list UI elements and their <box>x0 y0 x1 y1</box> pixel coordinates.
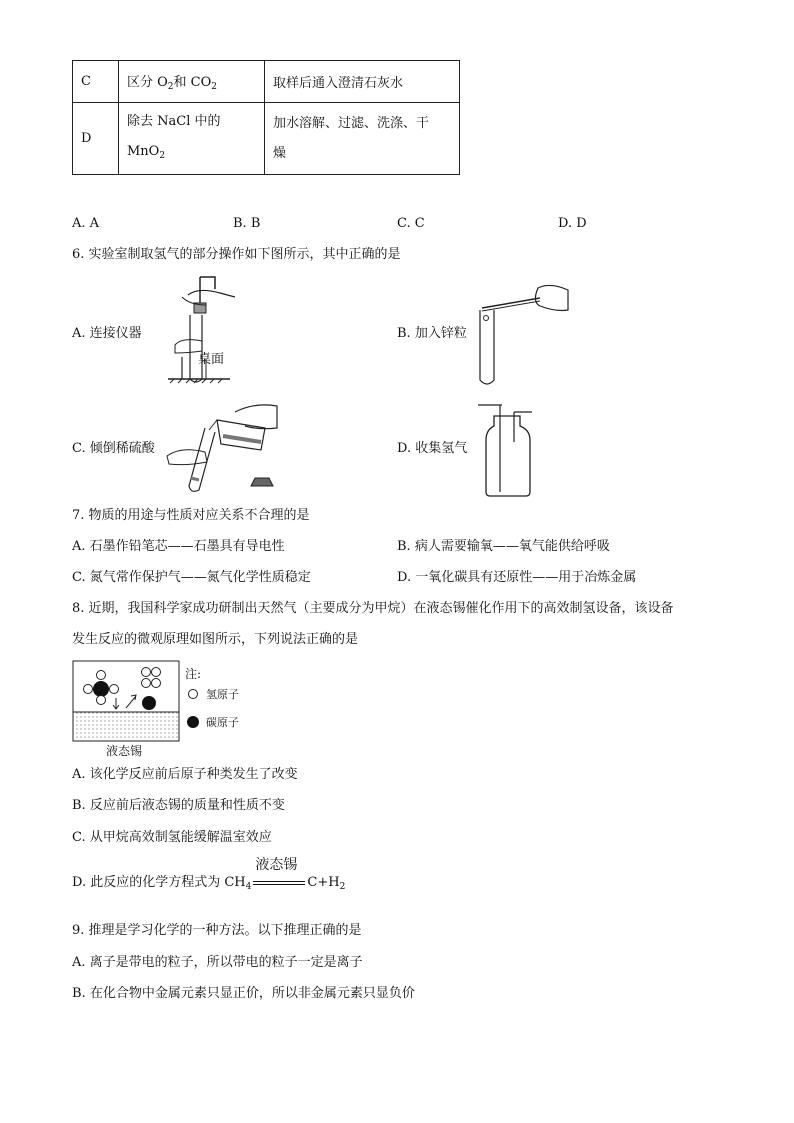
q6-option-b[interactable]: B. 加入锌粒 <box>397 326 467 341</box>
table-row <box>73 103 460 175</box>
figure-reaction-micro <box>72 660 252 760</box>
q8-option-c[interactable]: C. 从甲烷高效制氢能缓解温室效应 <box>72 830 272 845</box>
q7-stem: 7. 物质的用途与性质对应关系不合理的是 <box>72 508 310 523</box>
fig-legend-carbon: 碳原子 <box>206 716 239 729</box>
table-cell-label: D <box>73 103 119 175</box>
options-table <box>72 60 460 175</box>
q9-option-a[interactable]: A. 离子是带电的粒子，所以带电的粒子一定是离子 <box>72 955 363 970</box>
q5-option-d[interactable]: D. D <box>558 216 587 231</box>
q9-stem: 9. 推理是学习化学的一种方法。以下推理正确的是 <box>72 923 362 938</box>
q8-option-a[interactable]: A. 该化学反应前后原子种类发生了改变 <box>72 767 298 782</box>
q6-stem: 6. 实验室制取氢气的部分操作如下图所示，其中正确的是 <box>72 247 401 262</box>
reaction-condition: 液态锡 <box>255 856 298 873</box>
q7-option-b[interactable]: B. 病人需要输氧——氧气能供给呼吸 <box>397 539 610 554</box>
q5-option-c[interactable]: C. C <box>397 216 425 231</box>
q6-option-d[interactable]: D. 收集氢气 <box>397 441 468 456</box>
q7-option-d[interactable]: D. 一氧化碳具有还原性——用于冶炼金属 <box>397 570 637 585</box>
q8-option-b[interactable]: B. 反应前后液态锡的质量和性质不变 <box>72 798 285 813</box>
q6-option-c[interactable]: C. 倾倒稀硫酸 <box>72 441 155 456</box>
q7-option-a[interactable]: A. 石墨作铅笔芯——石墨具有导电性 <box>72 539 285 554</box>
fig-label-liquid-tin: 液态锡 <box>106 744 143 758</box>
q8-option-d[interactable]: D. 此反应的化学方程式为 $CH_4$ 液态锡 $C+H_2$ <box>72 856 346 892</box>
figure-connect-apparatus <box>160 275 240 385</box>
q8-stem-line2: 发生反应的微观原理如图所示，下列说法正确的是 <box>72 632 359 647</box>
q9-option-b[interactable]: B. 在化合物中金属元素只显正价，所以非金属元素只显负价 <box>72 986 415 1001</box>
table-cell-task: 区分 $O_2$和 $CO_2$ <box>119 61 265 103</box>
table-row <box>73 61 460 103</box>
reaction-arrow <box>253 856 305 890</box>
table-cell-method: 加水溶解、过滤、洗涤、干 燥 <box>265 103 460 175</box>
q5-option-b[interactable]: B. B <box>233 216 261 231</box>
fig-legend-hydrogen: 氢原子 <box>206 688 239 701</box>
q7-option-c[interactable]: C. 氮气常作保护气——氮气化学性质稳定 <box>72 570 311 585</box>
figure-add-zinc <box>478 280 573 385</box>
q5-option-a[interactable]: A. A <box>72 216 100 231</box>
q8-stem-line1: 8. 近期，我国科学家成功研制出天然气（主要成分为甲烷）在液态锡催化作用下的高效制氢设备，该设备 <box>72 601 674 616</box>
fig-label-desk: 桌面 <box>198 352 225 367</box>
table-cell-task: 除去 NaCl 中的 MnO$_2$ <box>119 103 265 175</box>
fig-note-label: 注: <box>185 667 202 681</box>
figure-collect-hydrogen <box>478 402 538 498</box>
figure-pour-acid <box>165 400 285 500</box>
table-cell-label: C <box>73 61 119 103</box>
table-cell-method: 取样后通入澄清石灰水 <box>265 61 460 103</box>
q6-option-a[interactable]: A. 连接仪器 <box>72 326 142 341</box>
